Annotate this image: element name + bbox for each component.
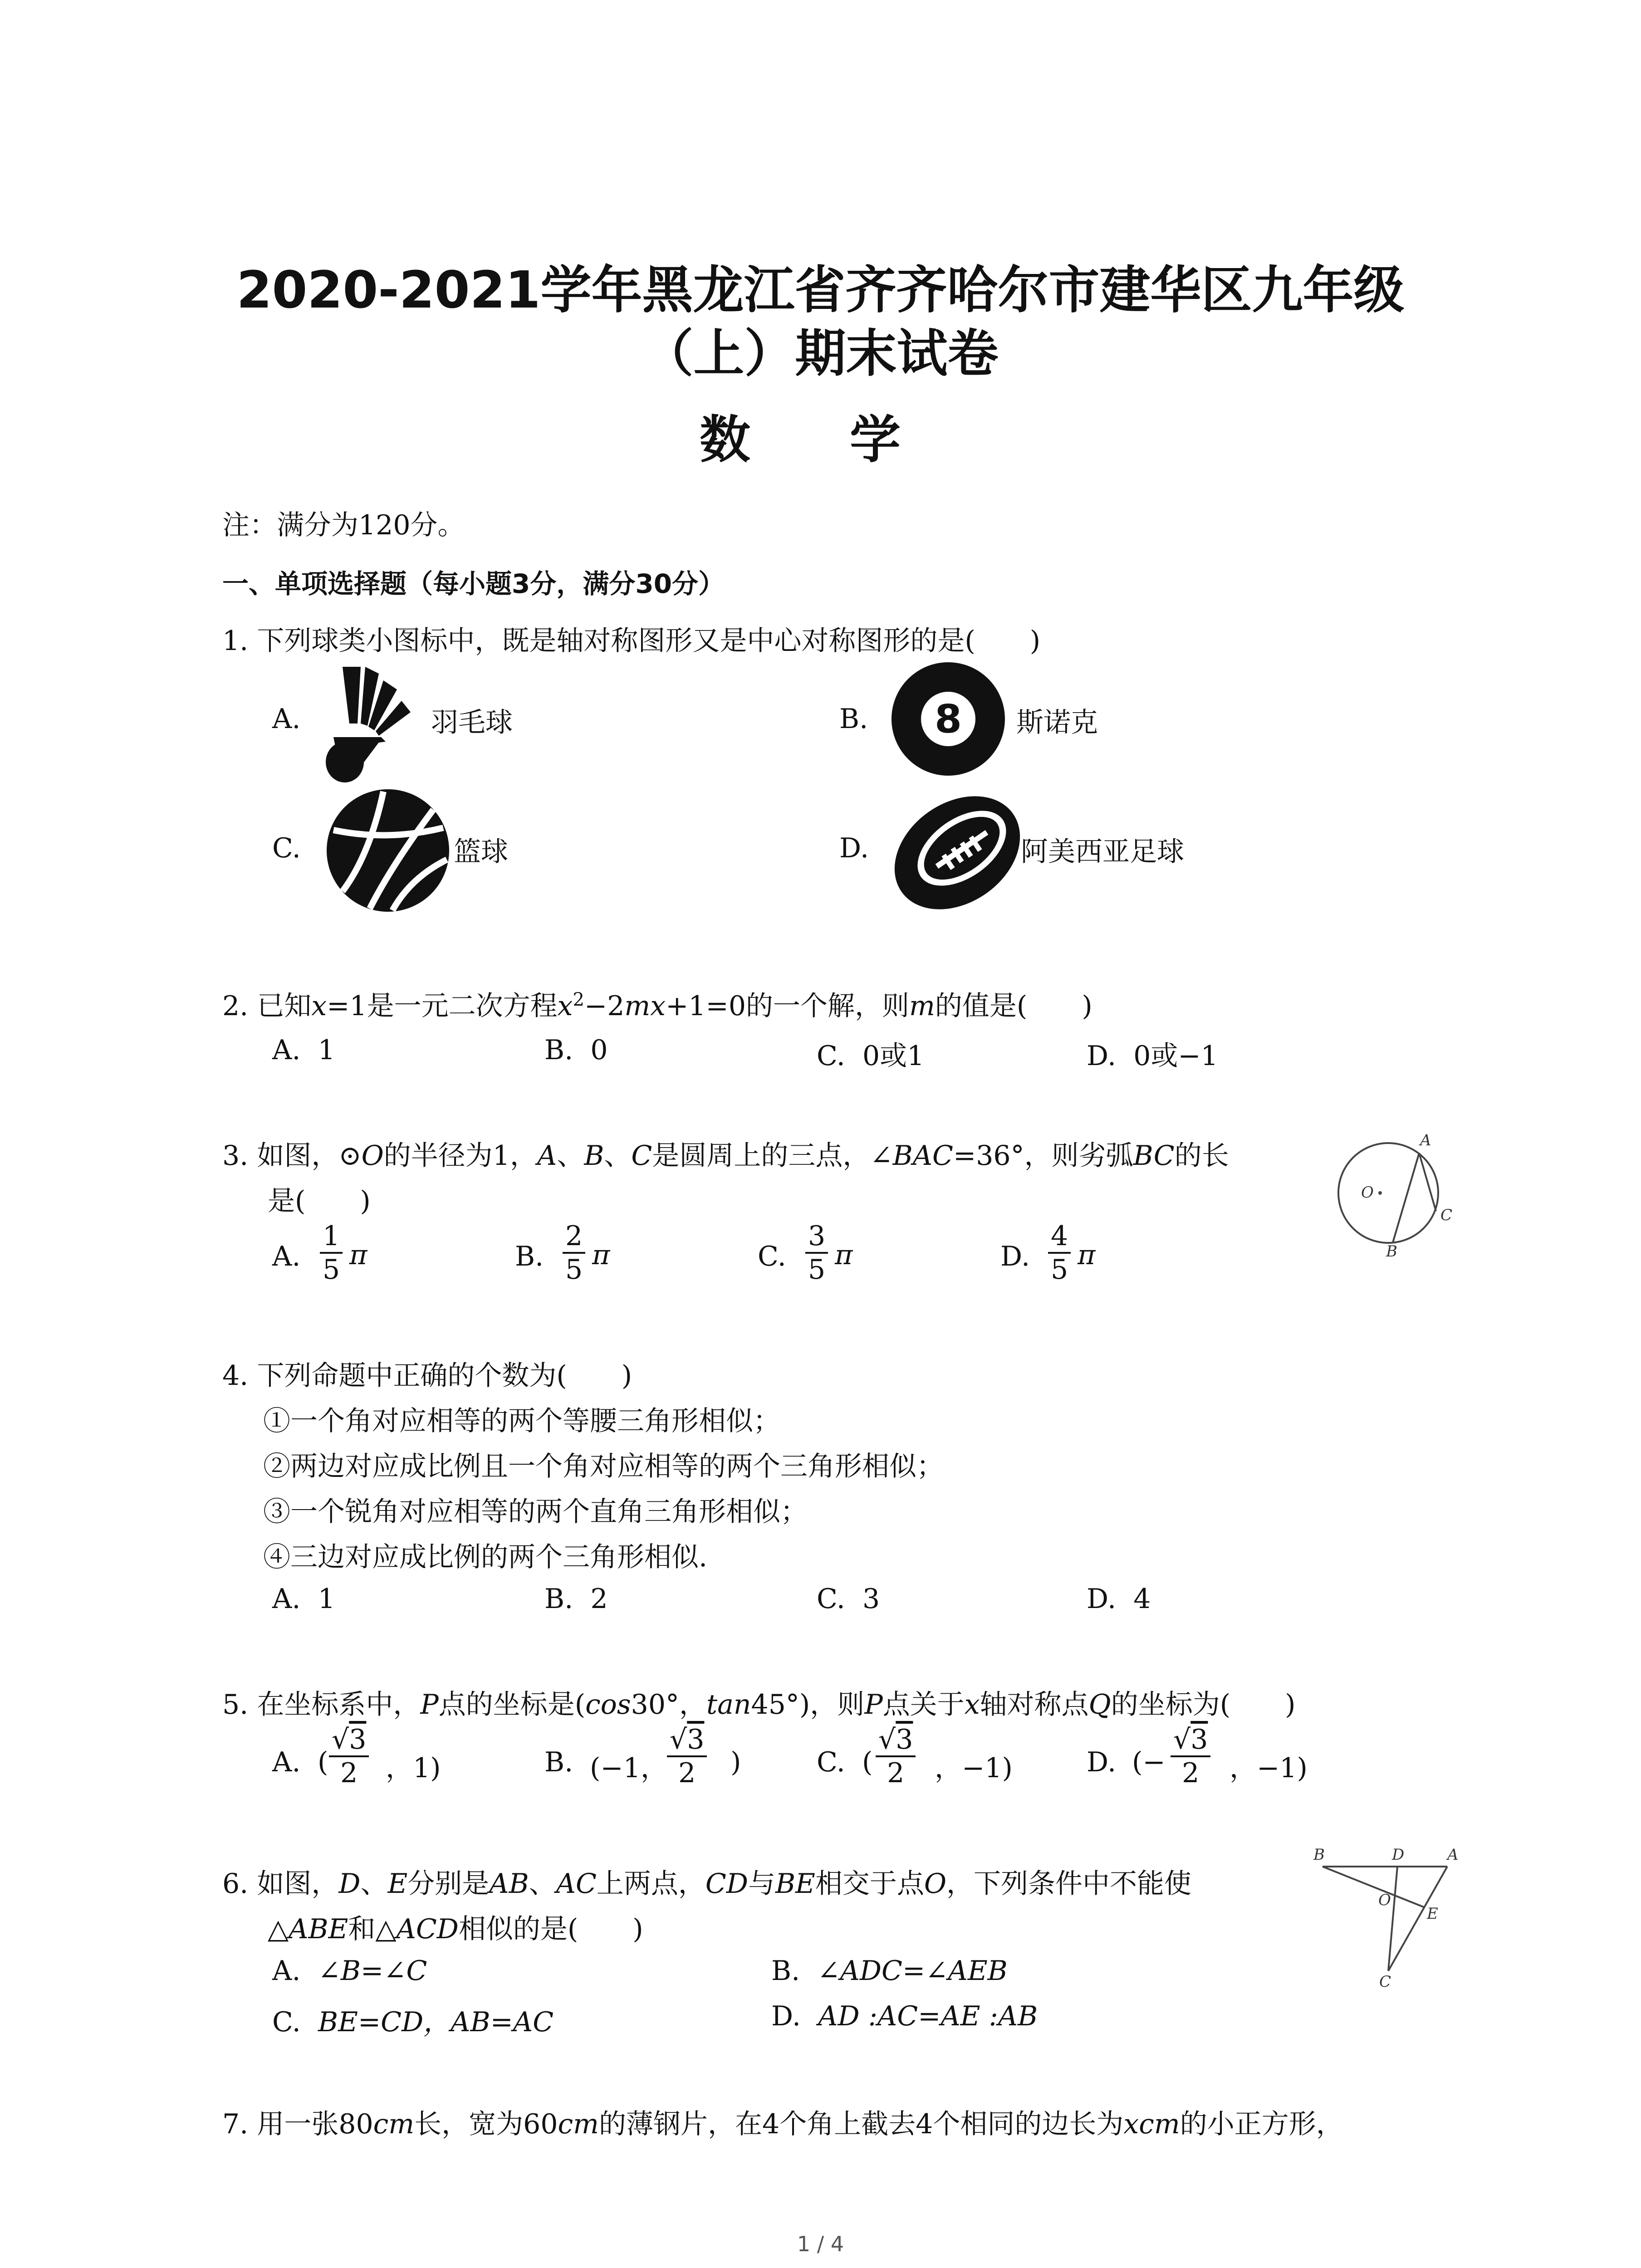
q1-option-b-label: B. [839,703,868,735]
q3-stem-line1: 3. 如图，⊙O的半径为1，A、B、C是圆周上的三点，∠BAC=36°，则劣弧BC的长 [222,1140,1229,1172]
q5-option-a-pre: ( [318,1746,328,1778]
q1-option-d-label: D. [839,832,869,864]
q6-stem-line2: △ABE和△ACD相似的是( ) [268,1913,643,1945]
q2-option-d: D. 0或−1 [1087,1040,1218,1072]
q3-label-o: O [1361,1183,1374,1202]
q3-label-a: A [1420,1131,1431,1149]
q5-option-d-pre: (− [1132,1746,1166,1778]
q6-label-b: B [1313,1846,1325,1864]
q7-stem: 7. 用一张80cm长，宽为60cm的薄钢片，在4个角上截去4个相同的边长为xcm的小正方形， [222,2108,1343,2140]
section-heading-single-choice: 一、单项选择题（每小题3分，满分30分） [222,568,725,599]
q5-option-a-fraction: $\frac{√3}{2}$ [329,1724,369,1789]
ball-number: 8 [935,697,962,742]
q5-option-b-pre: (−1， [590,1752,668,1784]
q6-label-e: E [1427,1905,1438,1923]
q3-option-d-label: D. [1000,1241,1030,1272]
q5-option-d-post: ，−1) [1230,1752,1308,1784]
q4-item-2: ②两边对应成比例且一个角对应相等的两个三角形相似； [263,1451,944,1482]
q2-stem: 2. 已知x=1是一元二次方程$x^2-2mx+1=0$的一个解，则m的值是( ) [222,989,1092,1022]
q6-label-c: C [1379,1973,1391,1991]
q6-label-d: D [1392,1846,1405,1864]
q5-option-a-label: A. [272,1746,301,1778]
q1-option-a-label: A. [272,703,301,735]
q4-option-d: D. 4 [1087,1583,1151,1615]
q6-label-o: O [1378,1891,1391,1909]
q6-triangle-figure [1311,1846,1465,1991]
q6-option-b: B. ∠ADC=∠AEB [771,1955,1008,1987]
shuttlecock-icon [318,662,431,785]
exam-title-line2: （上）期末试卷 [642,324,999,383]
q5-option-b-label: B. [544,1746,573,1778]
american-football-icon [889,789,1025,916]
billiard-8-ball-icon [889,660,1007,778]
exam-title-line1: 2020-2021学年黑龙江省齐齐哈尔市建华区九年级 [236,261,1405,320]
q3-circle-figure [1329,1125,1465,1261]
q4-item-1: ①一个角对应相等的两个等腰三角形相似； [263,1405,780,1437]
q2-option-c: C. 0或1 [817,1040,925,1072]
q3-option-a-fraction: $\frac{1}{5}$ [320,1220,343,1286]
q3-label-b: B [1386,1242,1397,1261]
q5-option-a-post: ，1) [386,1752,441,1784]
q3-label-c: C [1440,1206,1453,1224]
q6-option-a: A. ∠B=∠C [272,1955,427,1987]
q3-option-a-pi: π [349,1239,367,1271]
q2-option-b: B. 0 [544,1034,608,1066]
q4-option-a: A. 1 [272,1583,335,1615]
q5-option-d-label: D. [1087,1746,1117,1778]
q3-option-b-label: B. [515,1241,544,1272]
q1-option-a-text: 羽毛球 [431,707,513,738]
q6-stem-line1: 6. 如图，D、E分别是AB、AC上两点，CD与BE相交于点O，下列条件中不能使 [222,1868,1192,1900]
q5-option-b-fraction: $\frac{√3}{2}$ [667,1724,707,1789]
q6-label-a: A [1447,1846,1459,1864]
q2-option-a: A. 1 [272,1034,335,1066]
q3-option-c-label: C. [758,1241,786,1272]
q1-option-d-text: 阿美西亚足球 [1021,836,1184,868]
q5-option-c-label: C. [817,1746,845,1778]
q3-stem-line2: 是( ) [268,1185,371,1217]
q4-option-c: C. 3 [817,1583,880,1615]
q6-option-c: C. BE=CD，AB=AC [272,2006,554,2038]
q3-option-b-fraction: $\frac{2}{5}$ [563,1220,585,1286]
page-number: 1 / 4 [797,2232,844,2256]
q1-option-c-text: 篮球 [454,836,508,868]
q3-option-a-label: A. [272,1241,301,1272]
q4-option-b: B. 2 [544,1583,608,1615]
q3-option-d-pi: π [1078,1239,1096,1271]
q5-option-c-pre: ( [862,1746,873,1778]
q3-option-c-pi: π [835,1239,853,1271]
q1-stem: 1. 下列球类小图标中，既是轴对称图形又是中心对称图形的是( ) [222,625,1041,657]
q3-option-c-fraction: $\frac{3}{5}$ [805,1220,828,1286]
q1-option-c-label: C. [272,832,301,864]
q6-option-d: D. AD :AC=AE :AB [771,2000,1038,2032]
q5-option-c-fraction: $\frac{√3}{2}$ [876,1724,916,1789]
q4-item-3: ③一个锐角对应相等的两个直角三角形相似； [263,1496,808,1528]
q3-option-b-pi: π [592,1239,610,1271]
q5-option-b-post: ) [730,1746,741,1778]
q4-stem: 4. 下列命题中正确的个数为( ) [222,1360,632,1392]
score-note: 注：满分为120分。 [222,509,465,541]
subject-heading: 数 学 [700,411,941,469]
q5-stem: 5. 在坐标系中，P点的坐标是(cos30°，tan45°)，则P点关于x轴对称点Q的坐标为( ) [222,1689,1296,1721]
q5-option-d-fraction: $\frac{√3}{2}$ [1171,1724,1210,1789]
basketball-icon [324,787,451,914]
q3-option-d-fraction: $\frac{4}{5}$ [1048,1220,1071,1286]
q5-option-c-post: ，−1) [935,1752,1013,1784]
q1-option-b-text: 斯诺克 [1016,707,1098,738]
q4-item-4: ④三边对应成比例的两个三角形相似. [263,1541,708,1573]
